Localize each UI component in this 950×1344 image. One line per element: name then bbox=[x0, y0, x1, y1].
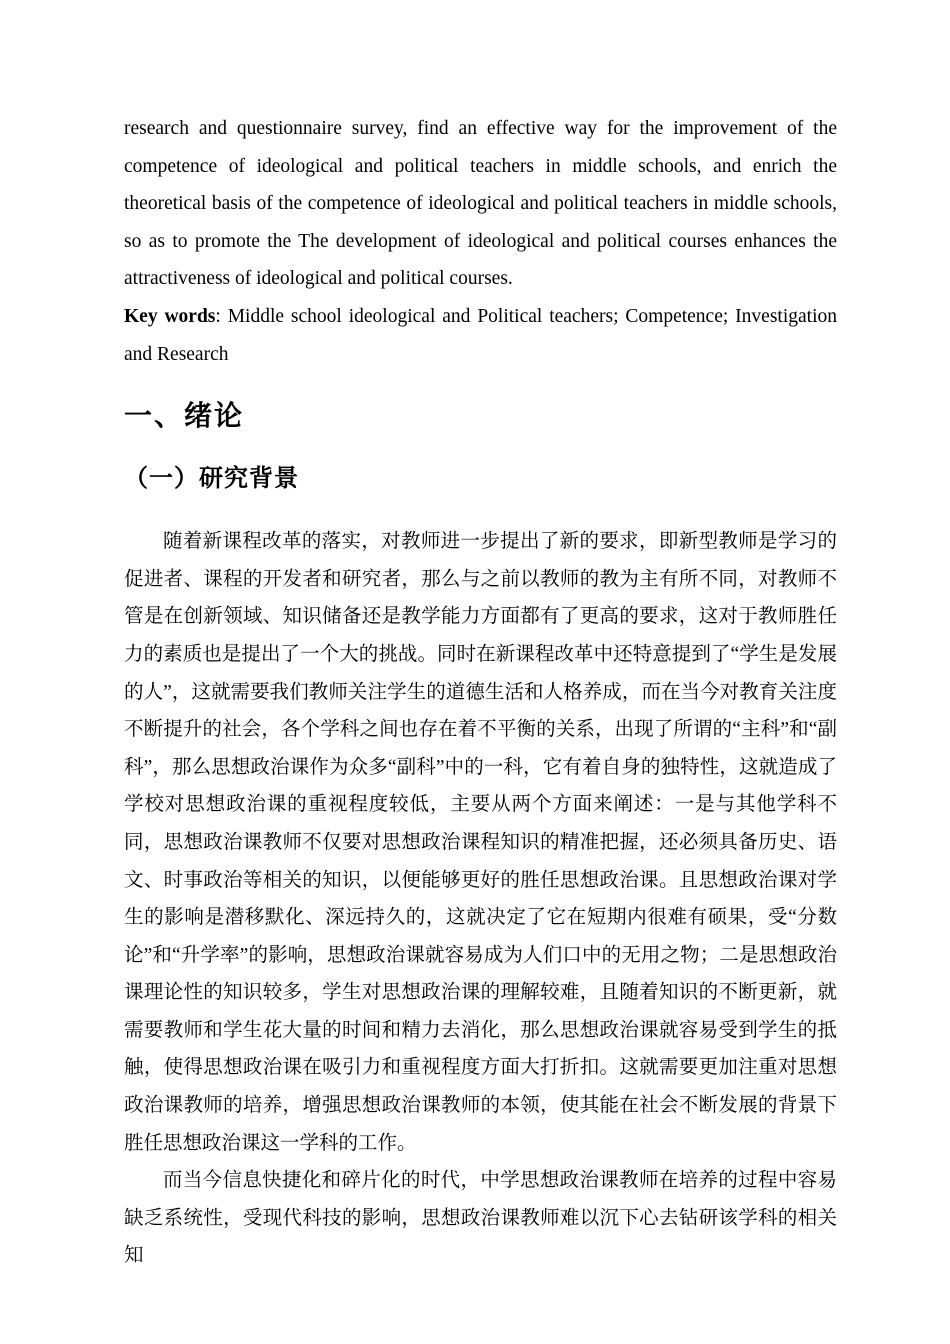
body-paragraph-1: 随着新课程改革的落实，对教师进一步提出了新的要求，即新型教师是学习的促进者、课程的开发者和研究者，那么与之前以教师的教为主有所不同，对教师不管是在创新领域、知识储备还是教学能力方面都有了更高的要求，这对于教师胜任力的素质也是提出了一个大的挑战。同时在新课程改革中还特意提到了“学生是发展的人”，这就需要我们教师关注学生的道德生活和人格养成，而在当今对教育关注度不断提升的社会，各个学科之间也存在着不平衡的关系，出现了所谓的“主科”和“副科”，那么思想政治课作为众多“副科”中的一科，它有着自身的独特性，这就造成了学校对思想政治课的重视程度较低，主要从两个方面来阐述：一是与其他学科不同，思想政治课教师不仅要对思想政治课程知识的精准把握，还必须具备历史、语文、时事政治等相关的知识，以便能够更好的胜任思想政治课。且思想政治课对学生的影响是潜移默化、深远持久的，这就决定了它在短期内很难有硕果，受“分数论”和“升学率”的影响，思想政治课就容易成为人们口中的无用之物；二是思想政治课理论性的知识较多，学生对思想政治课的理解较难，且随着知识的不断更新，就需要教师和学生花大量的时间和精力去消化，那么思想政治课就容易受到学生的抵触，使得思想政治课在吸引力和重视程度方面大打折扣。这就需要更加注重对思想政治课教师的培养，增强思想政治课教师的本领，使其能在社会不断发展的背景下胜任思想政治课这一学科的工作。 bbox=[124, 531, 837, 1154]
keywords-text: : Middle school ideological and Political teachers; Competence; Investigation and Research bbox=[124, 305, 837, 365]
keywords-label: Key words bbox=[124, 305, 216, 327]
abstract-paragraph: research and questionnaire survey, find an effective way for the improvement of the competence of ideological and political teachers in middle schools, and enrich the theoretical basis of the competence of ideological and political teachers in middle schools, so as to promote the The development of ideological and political courses enhances the attractiveness of ideological and political courses. bbox=[124, 118, 837, 290]
subsection-heading: （一）研究背景 bbox=[124, 465, 299, 493]
section-heading: 一、绪论 bbox=[124, 400, 245, 432]
keywords-paragraph bbox=[124, 298, 837, 373]
body-paragraph-2: 而当今信息快捷化和碎片化的时代，中学思想政治课教师在培养的过程中容易缺乏系统性，受现代科技的影响，思想政治课教师难以沉下心去钻研该学科的相关知 bbox=[124, 1170, 837, 1267]
